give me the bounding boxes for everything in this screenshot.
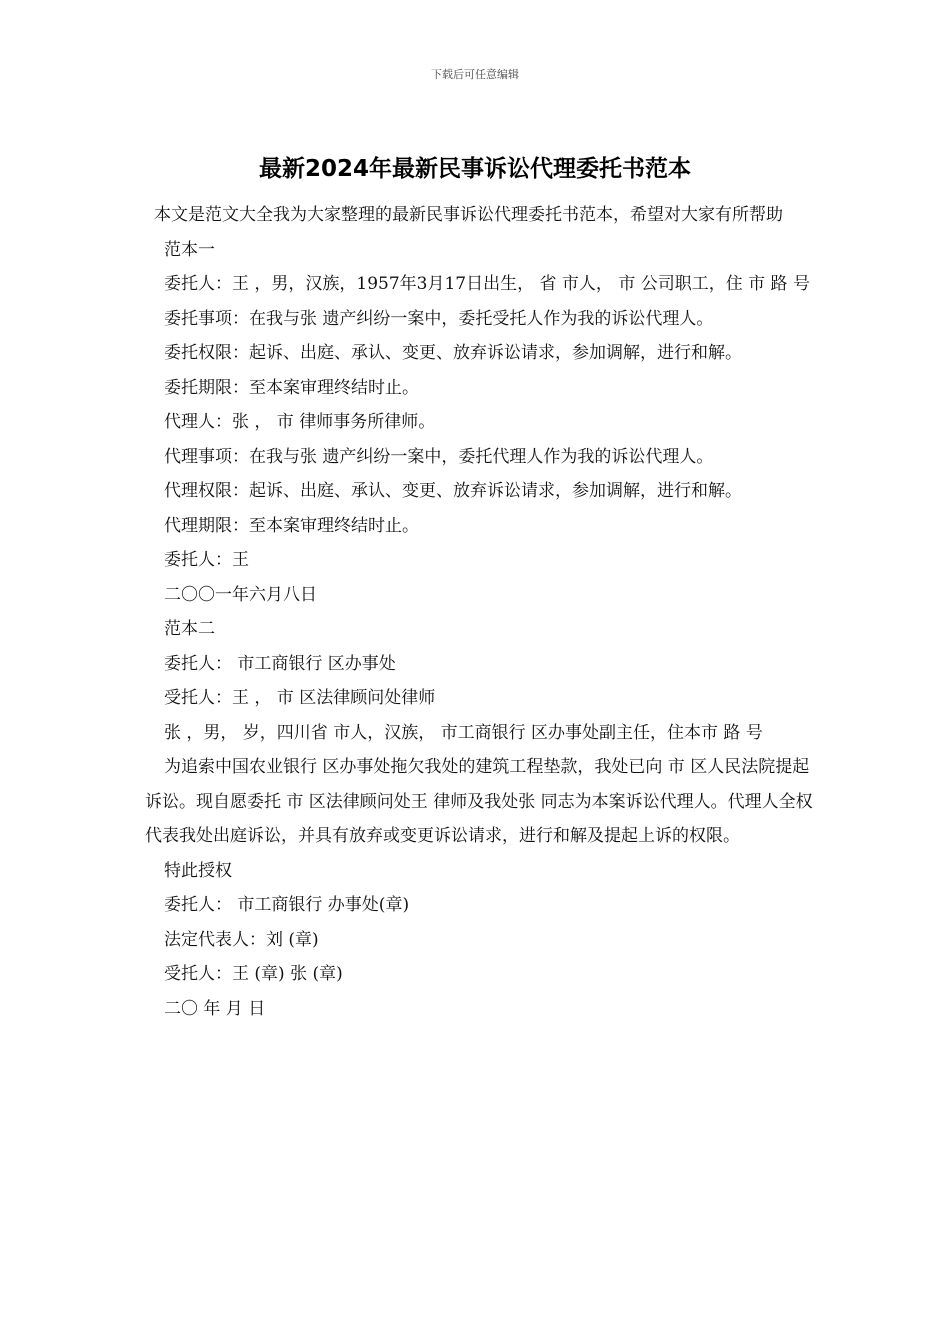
paragraph-agency-period: 代理期限：至本案审理终结时止。 (164, 515, 419, 536)
section-heading-sample-two: 范本二 (164, 619, 215, 639)
paragraph-trustee-lawyer: 受托人：王 ， 市 区法律顾问处律师 (164, 688, 436, 708)
document-title: 最新2024年最新民事诉讼代理委托书范本 (258, 156, 691, 182)
intro-paragraph: 本文是范文大全我为大家整理的最新民事诉讼代理委托书范本，希望对大家有所帮助 (154, 205, 783, 225)
paragraph-entrusted-authority: 委托权限：起诉、出庭、承认、变更、放弃诉讼请求，参加调解，进行和解。 (164, 343, 742, 363)
paragraph-legal-representative: 法定代表人：刘 (章) (164, 929, 319, 950)
page-header: 下载后可任意编辑 (431, 68, 519, 81)
paragraph-principal-seal: 委托人： 市工商银行 办事处(章) (164, 895, 410, 915)
paragraph-principal-bank: 委托人： 市工商银行 区办事处 (164, 653, 396, 674)
paragraph-agency-authority: 代理权限：起诉、出庭、承认、变更、放弃诉讼请求，参加调解，进行和解。 (164, 481, 742, 501)
paragraph-principal-info: 委托人：王 ，男，汉族，1957年3月17日出生， 省 市人， 市 公司职工，住 市 路 号 (164, 274, 810, 294)
paragraph-entrusted-period: 委托期限：至本案审理终结时止。 (164, 377, 419, 398)
paragraph-authorization: 特此授权 (164, 860, 232, 881)
section-heading-sample-one: 范本一 (164, 239, 215, 260)
paragraph-agency-matter: 代理事项：在我与张 遗产纠纷一案中，委托代理人作为我的诉讼代理人。 (164, 446, 714, 467)
paragraph-date-two: 二〇 年 月 日 (164, 998, 266, 1019)
paragraph-date-one: 二〇〇一年六月八日 (164, 584, 317, 605)
paragraph-agent-info: 代理人：张 ， 市 律师事务所律师。 (164, 412, 436, 432)
paragraph-principal-signature: 委托人：王 (164, 550, 249, 570)
paragraph-trustee-zhang: 张 ，男， 岁，四川省 市人，汉族， 市工商银行 区办事处副主任，住本市 路 号 (164, 722, 763, 743)
paragraph-trustee-seal: 受托人：王 (章) 张 (章) (164, 964, 343, 984)
paragraph-case-description: 为追索中国农业银行 区办事处拖欠我处的建筑工程垫款，我处已向 市 区人民法院提起诉讼。现自愿委托 市 区法律顾问处王 律师及我处张 同志为本案诉讼代理人。代理人全权代表我处出庭诉讼，并具有放弃或变更诉讼请求，进行和解及提起上诉的权限。 (145, 757, 813, 846)
document-body (145, 198, 813, 1026)
paragraph-entrusted-matter: 委托事项：在我与张 遗产纠纷一案中，委托受托人作为我的诉讼代理人。 (164, 308, 714, 329)
